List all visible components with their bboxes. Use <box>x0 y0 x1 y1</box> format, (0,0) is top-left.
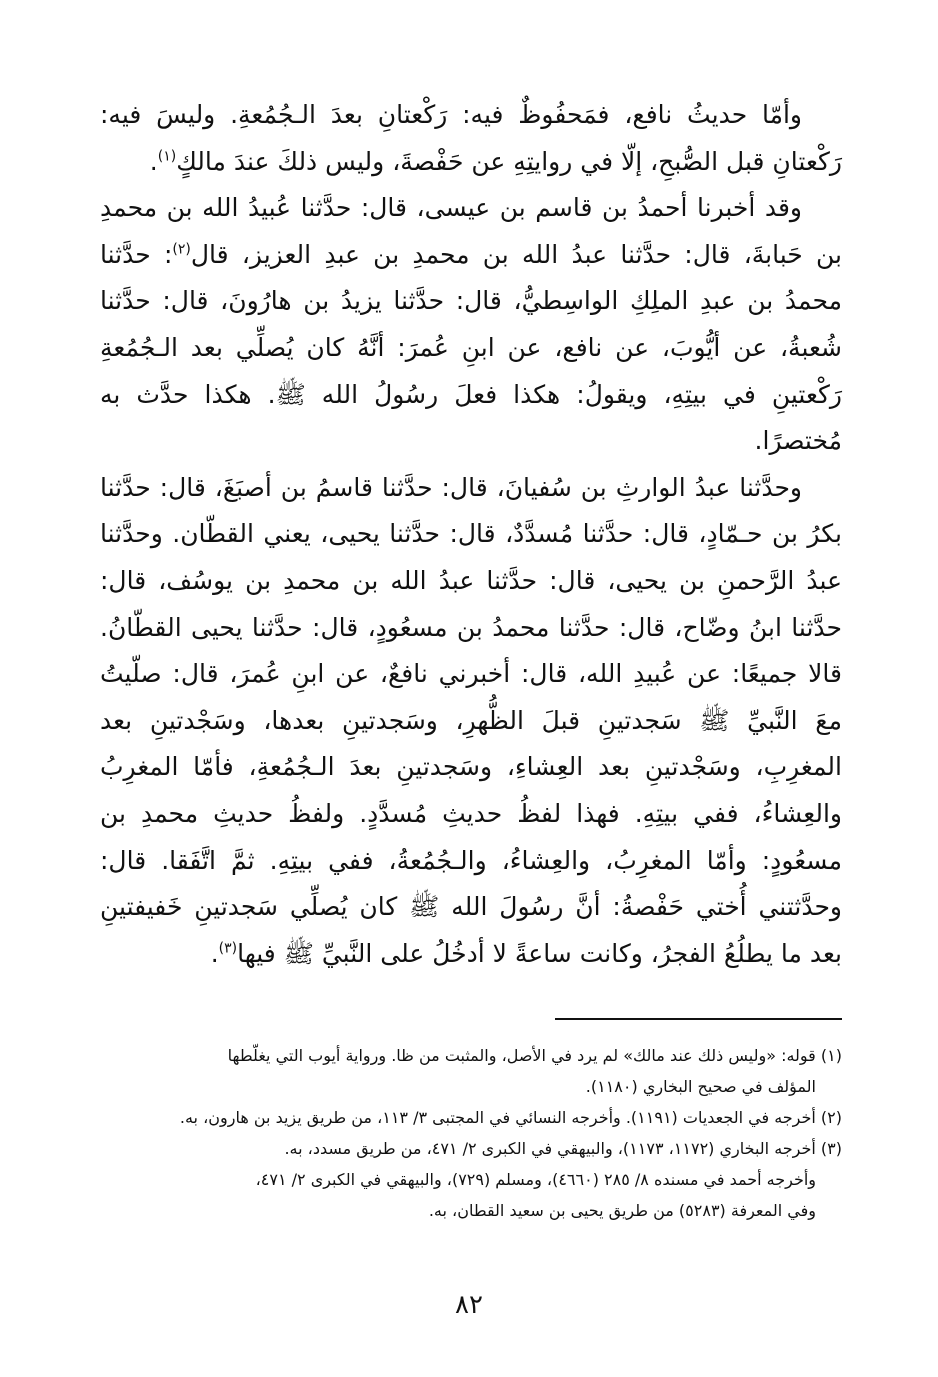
main-text-body <box>100 92 842 977</box>
footnotes-section <box>100 1040 842 1226</box>
paragraph-1-tail: . <box>149 146 158 176</box>
paragraph-2 <box>100 185 842 465</box>
footnote-3: (٣) أخرجه البخاري (١١٧٢، ١١٧٣)، والبيهقي في الكبرى ٢/ ٤٧١، من طريق مسدد، به. <box>284 1139 842 1158</box>
paragraph-2-text: وقد أخبرنا أحمدُ بن قاسم بن عيسى، قال: حدَّثنا عُبيدُ الله بن محمدِ بن حَبابةَ، قال: حدَّثنا عبدُ الله بن محمدِ بن عبدِ العزيز، قال <box>100 193 842 269</box>
footnote-3-continuation-2: وفي المعرفة (٥٢٨٣) من طريق يحيى بن سعيد القطان، به. <box>428 1201 816 1220</box>
page-number: ٨٢ <box>455 1290 483 1320</box>
paragraph-3-text: وحدَّثنا عبدُ الوارثِ بن سُفيانَ، قال: حدَّثنا قاسمُ بن أصبَغَ، قال: حدَّثنا بكرُ بن حـمّادٍ، قال: حدَّثنا مُسدَّدٌ، قال: حدَّثنا يحيى، يعني القطّان. وحدَّثنا عبدُ الرَّحمنِ بن يحيى، قال: حدَّثنا عبدُ الله بن محمدِ بن يوسُف، قال: حدَّثنا ابنُ وضّاح، قال: حدَّثنا محمدُ بن مسعُودٍ، قال: حدَّثنا يحيى القطّانُ. قالا جميعًا: عن عُبيدِ الله، قال: أخبرني نافعٌ، عن ابنِ عُمرَ، قال: صلّيتُ معَ النَّبيِّ ﷺ سَجدتينِ قبلَ الظُّهرِ، وسَجدتينِ بعدها، وسَجْدتينِ بعد المغرِبِ، وسَجْدتينِ بعد العِشاءِ، وسَجدتينِ بعدَ الـجُمُعةِ، فأمّا المغرِبُ والعِشاءُ، ففي بيتِهِ. فهذا لفظُ حديثِ مُسدَّدٍ. ولفظُ حديثِ محمدِ بن مسعُودٍ: وأمّا المغرِبُ، والعِشاءُ، والـجُمُعةُ، ففي بيتِهِ. ثمَّ اتَّفَقا. قال: وحدَّثتني أُختي حَفْصةُ: أنَّ رسُولَ الله ﷺ كان يُصلِّي سَجدتينِ خَفيفتينِ بعد ما يطلُعُ الفجرُ، وكانت ساعةً لا أدخُلُ على النَّبيِّ ﷺ فيها <box>100 472 842 968</box>
paragraph-2-tail: : حدَّثنا محمدُ بن عبدِ الملِكِ الواسِطيُّ، قال: حدَّثنا يزيدُ بن هارُونَ، قال: حدَّثنا شُعبةُ، عن أيُّوبَ، عن نافع، عن ابنِ عُمرَ: أنَّهُ كان يُصلِّي بعد الـجُمُعةِ رَكْعتينِ في بيتِهِ، ويقولُ: هكذا فعلَ رسُولُ الله ﷺ. هكذا حدَّث به مُختصرًا. <box>100 239 842 456</box>
footnote-divider <box>555 1018 842 1020</box>
footnote-1: (١) قوله: «وليس ذلك عند مالك» لم يرد في الأصل، والمثبت من ظا. ورواية أيوب التي يغلّطها <box>227 1046 842 1065</box>
footnote-ref-3: (٣) <box>218 940 238 957</box>
footnote-1-continuation: المؤلف في صحيح البخاري (١١٨٠). <box>585 1077 816 1096</box>
paragraph-3 <box>100 465 842 978</box>
footnote-2: (٢) أخرجه في الجعديات (١١٩١). وأخرجه النسائي في المجتبى ٣/ ١١٣، من طريق يزيد بن هارون، به. <box>179 1108 842 1127</box>
footnote-ref-2: (٢) <box>172 241 191 258</box>
footnote-ref-1: (١) <box>157 148 177 165</box>
paragraph-3-tail: . <box>210 938 219 968</box>
paragraph-1 <box>100 92 842 185</box>
footnote-3-continuation-1: وأخرجه أحمد في مسنده ٨/ ٢٨٥ (٤٦٦٠)، ومسلم (٧٢٩)، والبيهقي في الكبرى ٢/ ٤٧١، <box>255 1170 816 1189</box>
paragraph-1-text: وأمّا حديثُ نافع، فمَحفُوظٌ فيه: رَكْعتانِ بعدَ الـجُمُعةِ. وليسَ فيه: رَكْعتانِ قبل الصُّبحِ، إلّا في روايتِهِ عن حَفْصةَ، وليس ذلكَ عندَ مالكٍ <box>100 100 842 176</box>
